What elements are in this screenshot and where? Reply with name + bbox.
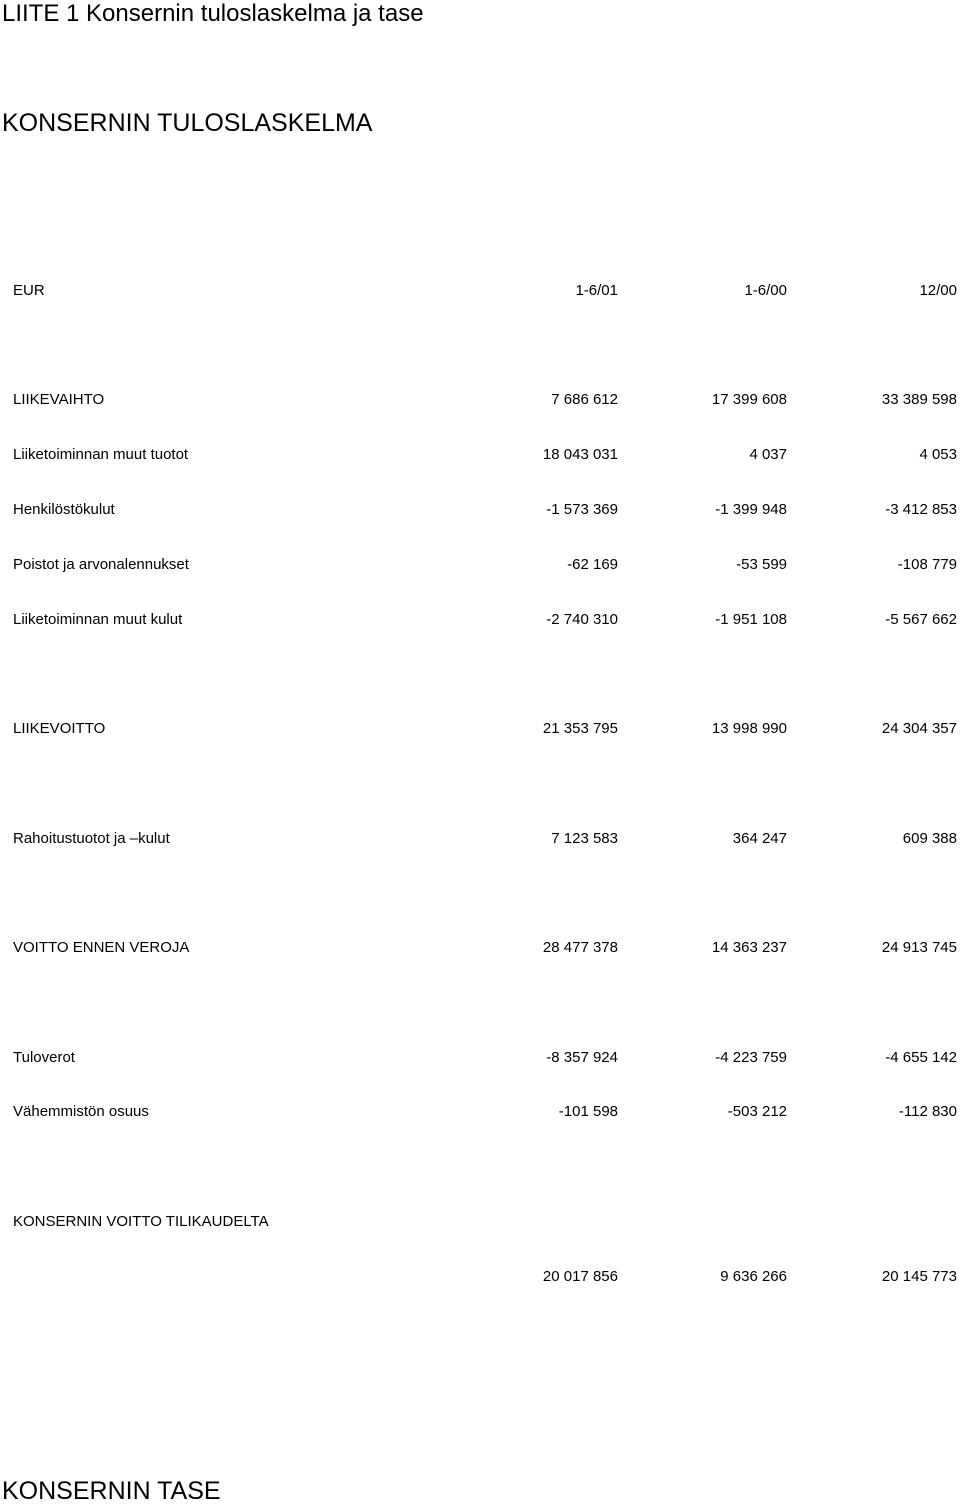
row-col2: -1 399 948 — [715, 501, 787, 518]
table-row — [0, 500, 960, 520]
next-section-title: KONSERNIN TASE — [2, 1477, 221, 1505]
row-col2: 17 399 608 — [711, 391, 787, 408]
row-col1: -8 357 924 — [546, 1049, 618, 1066]
table-row — [0, 938, 960, 958]
row-col1: -1 573 369 — [546, 501, 618, 518]
row-col2: 364 247 — [732, 830, 787, 847]
table-row — [0, 555, 960, 575]
table-row — [0, 445, 960, 465]
row-col3: 609 388 — [902, 830, 957, 847]
header-label: EUR — [13, 282, 45, 299]
row-col2: 4 037 — [749, 446, 787, 463]
header-col1: 1-6/01 — [575, 282, 618, 299]
row-col2: -1 951 108 — [715, 611, 787, 628]
row-col1: 28 477 378 — [542, 939, 618, 956]
row-col1: -2 740 310 — [546, 611, 618, 628]
row-col1: 18 043 031 — [542, 446, 618, 463]
row-col1: -101 598 — [558, 1103, 618, 1120]
row-col3: 33 389 598 — [881, 391, 957, 408]
row-label: KONSERNIN VOITTO TILIKAUDELTA — [13, 1213, 269, 1230]
row-col2: 14 363 237 — [711, 939, 787, 956]
row-col3: -112 830 — [898, 1103, 957, 1120]
row-col3: -5 567 662 — [885, 611, 957, 628]
row-col1: 7 123 583 — [551, 830, 618, 847]
row-col3: -108 779 — [897, 556, 957, 573]
table-row — [0, 1102, 960, 1122]
row-label: Henkilöstökulut — [13, 501, 115, 518]
table-row — [0, 719, 960, 739]
row-col3: -4 655 142 — [885, 1049, 957, 1066]
row-label: Vähemmistön osuus — [13, 1103, 149, 1120]
row-col3: 24 913 745 — [881, 939, 957, 956]
row-label: VOITTO ENNEN VEROJA — [13, 939, 190, 956]
row-col1: 7 686 612 — [551, 391, 618, 408]
row-col3: 24 304 357 — [881, 720, 957, 737]
row-label: Rahoitustuotot ja –kulut — [13, 830, 170, 847]
row-col1: 21 353 795 — [542, 720, 618, 737]
table-header-row — [0, 281, 960, 301]
row-label: LIIKEVAIHTO — [13, 391, 105, 408]
row-col3: 4 053 — [919, 446, 957, 463]
document-title: LIITE 1 Konsernin tuloslaskelma ja tase — [2, 0, 424, 27]
table-row — [0, 1212, 960, 1232]
section-title: KONSERNIN TULOSLASKELMA — [2, 109, 373, 137]
row-col2: -503 212 — [727, 1103, 787, 1120]
row-label: LIIKEVOITTO — [13, 720, 106, 737]
row-label: Liiketoiminnan muut kulut — [13, 611, 183, 628]
header-col3: 12/00 — [919, 282, 957, 299]
row-label: Poistot ja arvonalennukset — [13, 556, 189, 573]
table-row — [0, 390, 960, 410]
row-col1: -62 169 — [567, 556, 618, 573]
table-row — [0, 610, 960, 630]
row-col1: 20 017 856 — [542, 1268, 618, 1285]
row-col2: 13 998 990 — [711, 720, 787, 737]
header-col2: 1-6/00 — [744, 282, 787, 299]
row-col3: -3 412 853 — [885, 501, 957, 518]
table-row — [0, 1267, 960, 1287]
table-row — [0, 1048, 960, 1068]
row-label: Liiketoiminnan muut tuotot — [13, 446, 189, 463]
row-col2: -4 223 759 — [715, 1049, 787, 1066]
row-label: Tuloverot — [13, 1049, 75, 1066]
row-col2: 9 636 266 — [720, 1268, 787, 1285]
row-col2: -53 599 — [736, 556, 787, 573]
row-col3: 20 145 773 — [881, 1268, 957, 1285]
table-row — [0, 829, 960, 849]
